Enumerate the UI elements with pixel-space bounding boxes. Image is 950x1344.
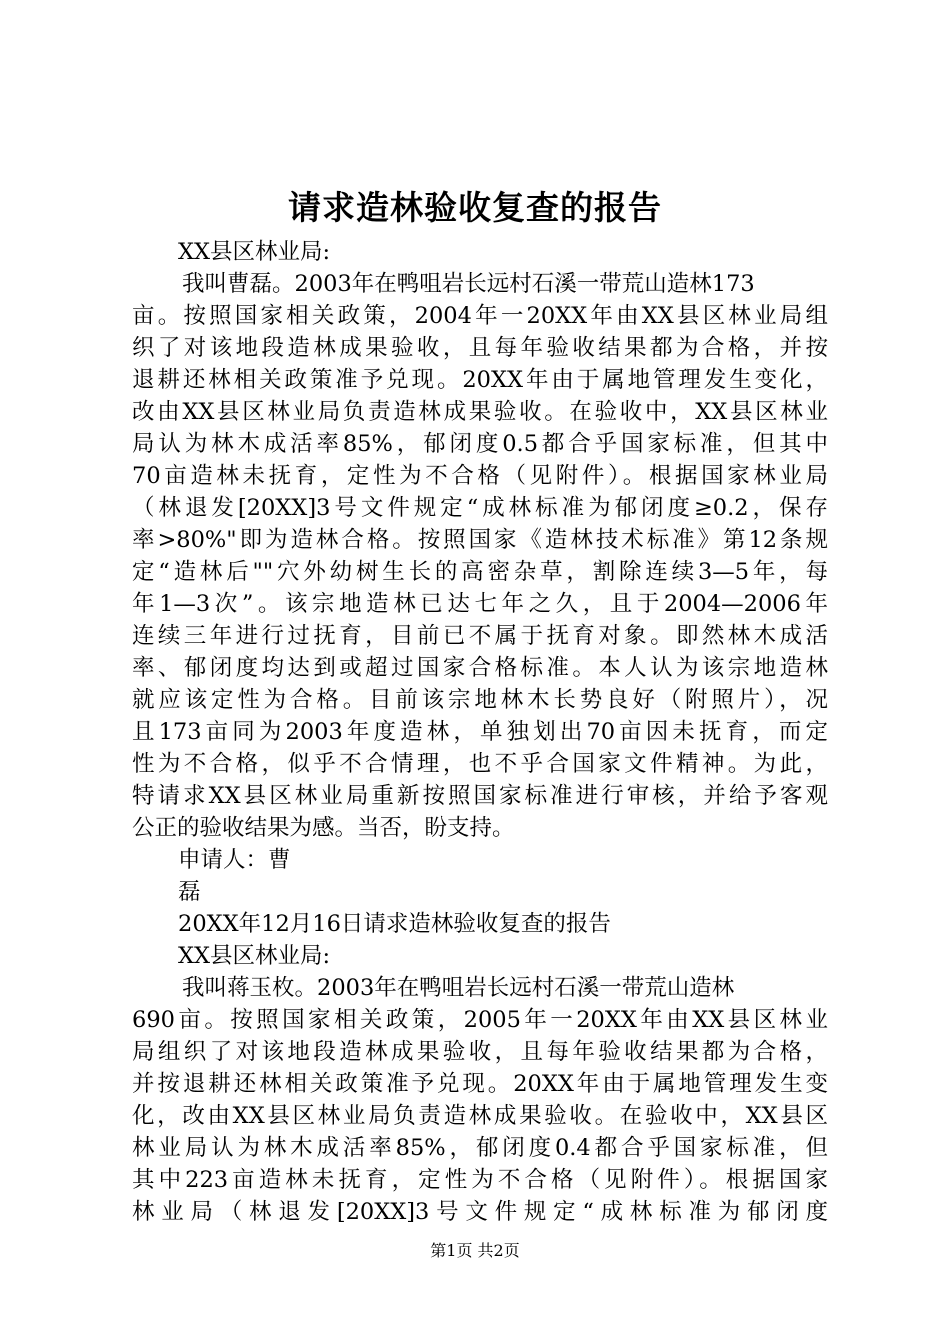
paragraph-1-line: 定“造林后""穴外幼树生长的高密杂草，割除连续3—5年，每	[132, 559, 828, 585]
page-footer: 第1页 共2页	[430, 1241, 520, 1260]
paragraph-1-line: 公正的验收结果为感。当否，盼支持。	[132, 815, 515, 841]
paragraph-2-line: 我叫蒋玉枚。2003年在鸭咀岩长远村石溪一带荒山造林	[182, 975, 735, 1001]
paragraph-1-line: 率、郁闭度均达到或超过国家合格标准。本人认为该宗地造林	[132, 655, 828, 681]
paragraph-1-line: 织了对该地段造林成果验收，且每年验收结果都为合格，并按	[132, 335, 828, 361]
salutation-2: XX县区林业局:	[178, 943, 331, 969]
paragraph-1-line: 退耕还林相关政策准予兑现。20XX年由于属地管理发生变化，	[132, 367, 828, 393]
paragraph-1-line: 局认为林木成活率85%，郁闭度0.5都合乎国家标准，但其中	[132, 431, 828, 457]
paragraph-1-line: （林退发[20XX]3号文件规定“成林标准为郁闭度≥0.2，保存	[132, 495, 828, 521]
paragraph-2-line: 690亩。按照国家相关政策，2005年一20XX年由XX县区林业	[132, 1007, 828, 1033]
paragraph-1-line: 年1—3次”。该宗地造林已达七年之久，且于2004—2006年	[132, 591, 828, 617]
paragraph-2-line: 并按退耕还林相关政策准予兑现。20XX年由于属地管理发生变	[132, 1071, 828, 1097]
salutation-1: XX县区林业局:	[178, 239, 331, 265]
paragraph-2-line: 化，改由XX县区林业局负责造林成果验收。在验收中，XX县区	[132, 1103, 828, 1129]
paragraph-1-line: 70亩造林未抚育，定性为不合格（见附件）。根据国家林业局	[132, 463, 828, 489]
paragraph-1-line: 就应该定性为合格。目前该宗地林木长势良好（附照片），况	[132, 687, 828, 713]
paragraph-1-line: 改由XX县区林业局负责造林成果验收。在验收中，XX县区林业	[132, 399, 828, 425]
paragraph-2-line: 局组织了对该地段造林成果验收，且每年验收结果都为合格，	[132, 1039, 828, 1065]
paragraph-2-line: 其中223亩造林未抚育，定性为不合格（见附件）。根据国家	[132, 1167, 828, 1193]
paragraph-1-line: 性为不合格，似乎不合情理，也不乎合国家文件精神。为此，	[132, 751, 828, 777]
applicant-line: 申请人：曹	[178, 847, 291, 873]
paragraph-1-line: 率>80%"即为造林合格。按照国家《造林技术标准》第12条规	[132, 527, 828, 553]
page-title: 请求造林验收复查的报告	[288, 188, 662, 227]
applicant-name-wrap: 磊	[178, 879, 201, 905]
paragraph-1-line: 亩。按照国家相关政策，2004年一20XX年由XX县区林业局组	[132, 303, 828, 329]
paragraph-1-line: 且173亩同为2003年度造林，单独划出70亩因未抚育，而定	[132, 719, 828, 745]
paragraph-1-line: 我叫曹磊。2003年在鸭咀岩长远村石溪一带荒山造林173	[182, 271, 755, 297]
paragraph-2-line: 林业局认为林木成活率85%，郁闭度0.4都合乎国家标准，但	[132, 1135, 828, 1161]
paragraph-1-line: 连续三年进行过抚育，目前已不属于抚育对象。即然林木成活	[132, 623, 828, 649]
date-line: 20XX年12月16日请求造林验收复查的报告	[178, 911, 611, 937]
paragraph-2-line: 林业局（林退发[20XX]3号文件规定“成林标准为郁闭度	[132, 1199, 828, 1225]
paragraph-1-line: 特请求XX县区林业局重新按照国家标准进行审核，并给予客观	[132, 783, 828, 809]
